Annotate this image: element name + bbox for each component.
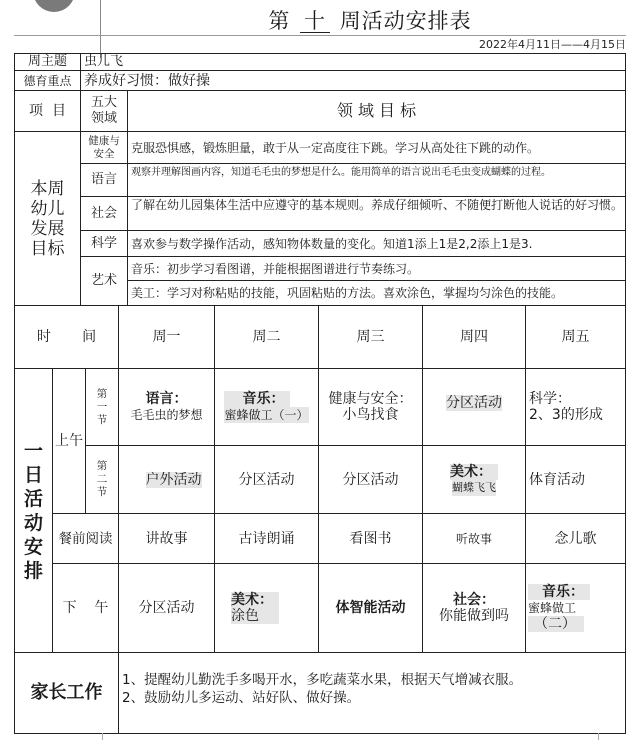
- domain-social: [80, 196, 128, 231]
- goal-health-text: 克服恐惧感，锻炼胆量，敢于从一定高度往下跳。学习从高处往下跳的动作。: [131, 140, 540, 155]
- reading-mon: [118, 513, 215, 564]
- domain-social-text: 社会: [90, 205, 117, 221]
- p1-mon-detail: 毛毛虫的梦想: [130, 408, 203, 422]
- morning-label-text: 上午: [55, 433, 83, 449]
- reading-tue: [214, 513, 319, 564]
- parents-label-text: 家长工作: [30, 682, 103, 703]
- day-schedule-label: [14, 368, 53, 653]
- goals-group-label-text: 本周幼儿发展目标: [30, 178, 65, 259]
- p2-fri: [525, 445, 626, 514]
- day-schedule-label-text: 一日活动安排: [24, 439, 44, 582]
- goal-header: [127, 90, 626, 132]
- p1-wed-detail: 小鸟找食: [342, 407, 399, 423]
- p1-wed: [318, 368, 423, 446]
- pm-thu-detail: 你能做到吗: [439, 608, 509, 624]
- parents-content: [118, 652, 626, 734]
- time-label-text: 时 间: [36, 329, 97, 345]
- reading-label: [52, 513, 119, 564]
- p2-thu-detail: 蝴蝶飞飞: [452, 480, 496, 494]
- reading-mon-text: 讲故事: [145, 530, 188, 547]
- p2-thu: [422, 445, 526, 514]
- goal-art-craft-text: 美工：学习对称粘贴的技能，巩固粘贴的方法。喜欢涂色，掌握均匀涂色的技能。: [131, 286, 564, 300]
- day-header-tue: [214, 305, 319, 369]
- item-label: [14, 90, 81, 132]
- pm-fri-extra: （二）: [528, 616, 584, 632]
- pm-mon: [118, 563, 215, 653]
- week-number: 十: [300, 10, 330, 33]
- day-header-thu-text: 周四: [460, 329, 488, 345]
- moral-value: [80, 70, 626, 91]
- reading-fri: [525, 513, 626, 564]
- moral-value-text: 养成好习惯：做好操: [84, 72, 210, 89]
- reading-label-text: 餐前阅读: [58, 530, 113, 547]
- p1-fri-detail: 2、3的形成: [529, 407, 603, 423]
- day-header-fri: [525, 305, 626, 369]
- theme-label: [14, 53, 81, 71]
- title-prefix: 第: [268, 9, 291, 33]
- domain-health-text: 健康与安全: [88, 134, 120, 160]
- p1-mon-title: 语言：: [145, 391, 188, 407]
- day-header-wed-text: 周三: [356, 329, 385, 345]
- pm-tue-detail: 涂色: [231, 608, 259, 624]
- time-label: [14, 305, 119, 369]
- afternoon-label-text: 下 午: [62, 600, 109, 616]
- reading-thu: [422, 513, 526, 564]
- reading-tue-text: 古诗朗诵: [238, 530, 295, 547]
- goal-header-text: 领 域 目 标: [336, 101, 417, 120]
- day-header-thu: [422, 305, 526, 369]
- day-header-tue-text: 周二: [252, 329, 281, 345]
- goals-group-label: [14, 131, 81, 306]
- p1-thu-title: 分区活动: [446, 395, 502, 411]
- reading-wed-text: 看图书: [349, 530, 392, 547]
- domain-science-text: 科学: [90, 235, 117, 251]
- p1-fri: [525, 368, 626, 446]
- afternoon-label: [52, 563, 119, 653]
- p2-wed: [318, 445, 423, 514]
- p1-fri-title: 科学：: [529, 391, 571, 407]
- p1-tue-title: 音乐：: [224, 391, 290, 407]
- p2-fri-title: 体育活动: [529, 471, 585, 488]
- goal-language-text: 观察并理解图画内容，知道毛毛虫的梦想是什么。能用简单的语言说出毛毛虫变成蝴蝶的过程。: [131, 167, 551, 178]
- day-header-wed: [318, 305, 423, 369]
- goal-art-music-text: 音乐：初步学习看图谱，并能根据图谱进行节奏练习。: [131, 261, 420, 276]
- pm-wed: [318, 563, 423, 653]
- p1-mon: [118, 368, 215, 446]
- parents-line-1: 1、提醒幼儿勤洗手多喝开水，多吃蔬菜水果，根据天气增减衣服。: [122, 672, 523, 688]
- p1-tue: [214, 368, 319, 446]
- moral-label-text: 德育重点: [23, 73, 72, 88]
- pm-fri: [525, 563, 626, 653]
- title-suffix: 周活动安排表: [339, 9, 472, 33]
- domain-art-text: 艺术: [90, 273, 117, 288]
- pm-tue: [214, 563, 319, 653]
- goal-art-craft: [127, 280, 626, 306]
- p2-tue: [214, 445, 319, 514]
- parents-label: [14, 652, 119, 734]
- domain-language: [80, 163, 128, 197]
- goal-science: [127, 230, 626, 257]
- morning-label: [52, 368, 86, 514]
- moral-label: [14, 70, 81, 91]
- day-header-fri-text: 周五: [561, 329, 590, 345]
- reading-fri-text: 念儿歌: [554, 530, 597, 547]
- period2-label-text: 第二节: [96, 460, 108, 498]
- goal-social: [127, 196, 626, 231]
- period1-label: [85, 368, 119, 446]
- pm-thu: [422, 563, 526, 653]
- pm-fri-detail: 蜜蜂做工: [528, 601, 577, 615]
- pm-mon-title: 分区活动: [138, 600, 195, 616]
- date-range: 2022年4月11日——4月15日: [479, 38, 626, 51]
- item-label-text: 项 目: [29, 103, 66, 119]
- period2-label: [85, 445, 119, 514]
- scan-artifact-tick: [102, 733, 103, 740]
- domain-header-text: 五大领域: [90, 95, 117, 126]
- day-header-mon: [118, 305, 215, 369]
- day-header-mon-text: 周一: [152, 329, 181, 345]
- domain-health: [80, 131, 128, 164]
- scan-artifact-circle: [33, 0, 75, 12]
- reading-thu-text: 听故事: [455, 531, 492, 546]
- scan-artifact-line: [100, 0, 101, 58]
- theme-value: [80, 53, 626, 71]
- pm-thu-title: 社会：: [453, 592, 495, 608]
- p2-tue-title: 分区活动: [238, 471, 295, 488]
- goal-science-text: 喜欢参与数学操作活动，感知物体数量的变化。知道1添上1是2,2添上1是3.: [131, 236, 533, 251]
- goal-social-text: 了解在幼儿园集体生活中应遵守的基本规则。养成仔细倾听、不随便打断他人说话的好习惯。: [131, 198, 624, 212]
- p2-thu-title: 美术：: [450, 464, 498, 480]
- theme-value-text: 虫儿飞: [84, 54, 124, 69]
- reading-wed: [318, 513, 423, 564]
- p2-mon-title: 户外活动: [145, 471, 202, 488]
- p1-thu: [422, 368, 526, 446]
- domain-science: [80, 230, 128, 257]
- domain-art: [80, 256, 128, 306]
- goal-language: [127, 163, 626, 197]
- goal-health: [127, 131, 626, 164]
- goal-art-music: [127, 256, 626, 281]
- parents-line-2: 2、鼓励幼儿多运动、站好队、做好操。: [122, 690, 361, 706]
- scan-artifact-tick: [598, 733, 599, 740]
- p2-wed-title: 分区活动: [342, 471, 399, 488]
- domain-language-text: 语言: [90, 172, 117, 187]
- domain-header: [80, 90, 128, 132]
- p1-wed-title: 健康与安全：: [328, 391, 413, 407]
- pm-tue-title: 美术：: [231, 592, 273, 608]
- p2-mon: [118, 445, 215, 514]
- theme-label-text: 周主题: [27, 54, 67, 69]
- pm-fri-title: 音乐：: [528, 584, 590, 600]
- pm-wed-title: 体智能活动: [335, 600, 406, 616]
- page-title: [200, 6, 540, 36]
- p1-tue-detail: 蜜蜂做工（一）: [224, 408, 309, 422]
- period1-label-text: 第一节: [96, 387, 108, 426]
